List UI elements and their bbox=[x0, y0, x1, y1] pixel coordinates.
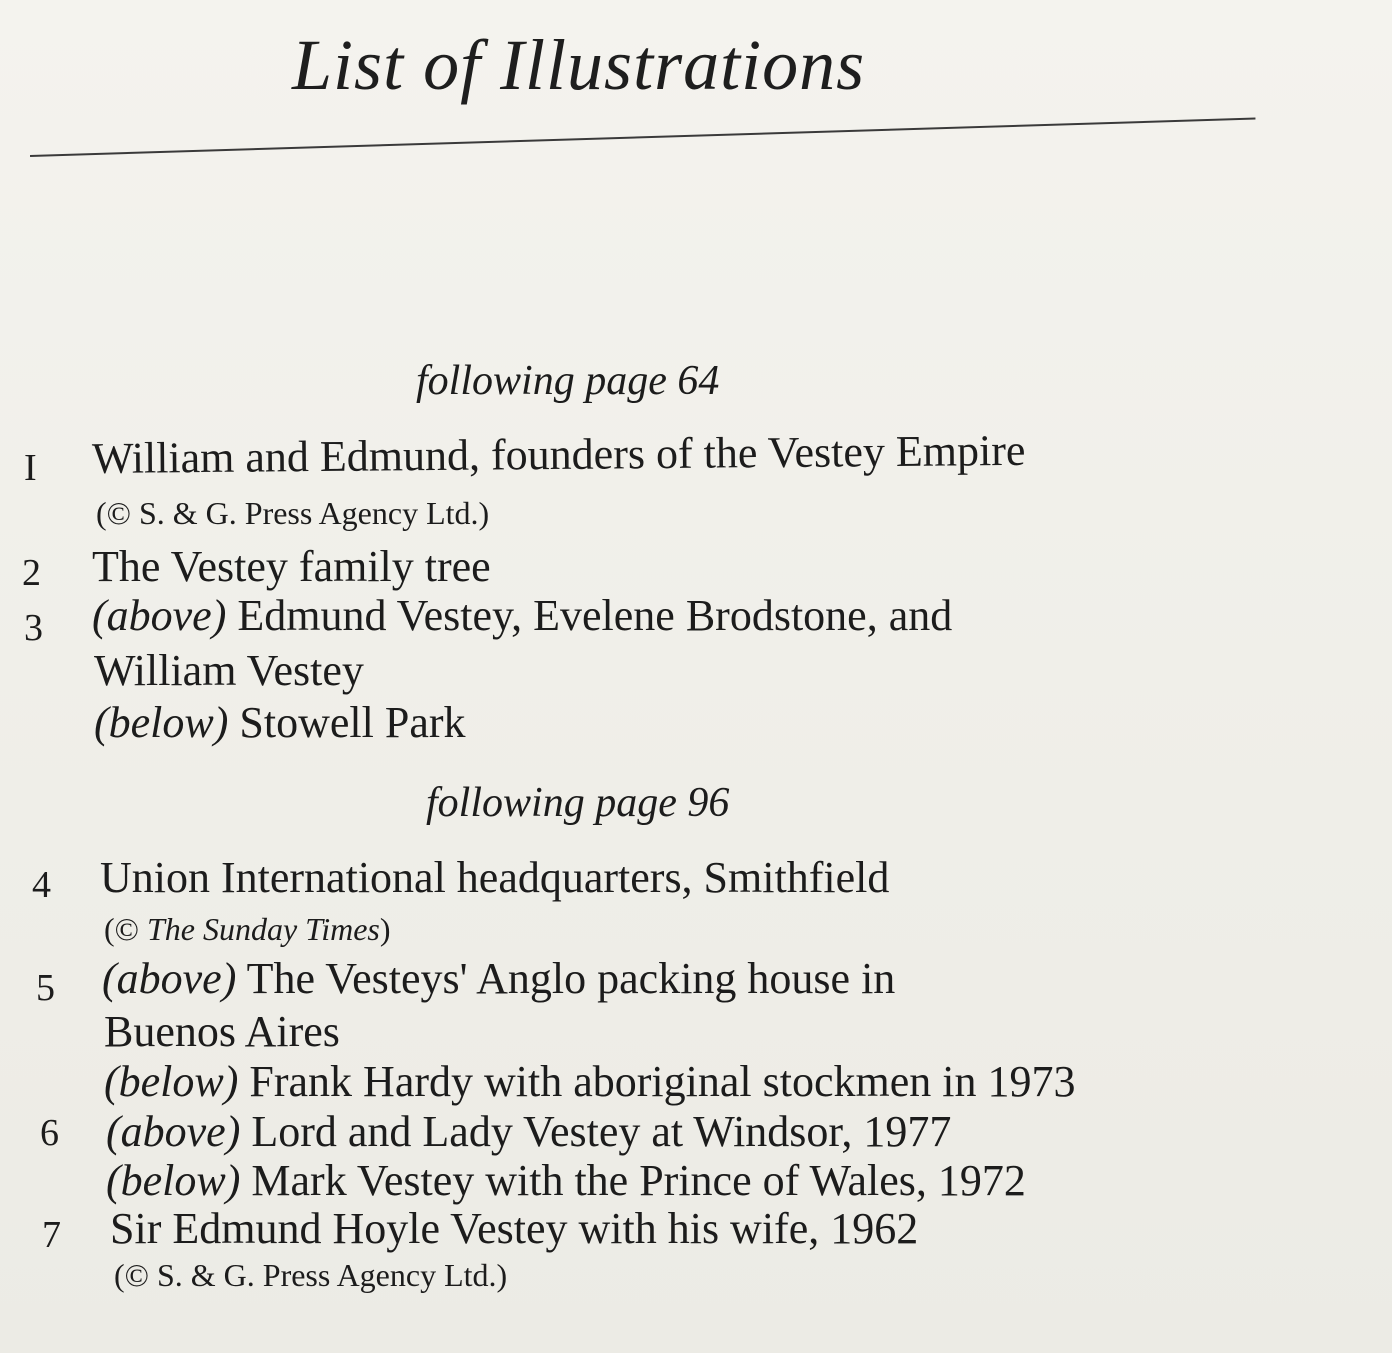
entry-5-caption-continued: Buenos Aires bbox=[104, 1007, 340, 1056]
entry-3-caption-continued: William Vestey bbox=[94, 646, 364, 695]
entry-4-caption: Union International headquarters, Smithfield bbox=[100, 853, 890, 902]
caption-text: Frank Hardy with aboriginal stockmen in 1973 bbox=[249, 1057, 1076, 1106]
entry-5-caption-below bbox=[104, 1056, 1075, 1109]
caption-text: Mark Vestey with the Prince of Wales, 1972 bbox=[251, 1156, 1026, 1205]
entry-number: 4 bbox=[32, 864, 51, 906]
entry-3-caption-above bbox=[92, 590, 952, 643]
section-heading-page-96: following page 96 bbox=[426, 780, 730, 826]
caption-text: Lord and Lady Vestey at Windsor, 1977 bbox=[251, 1107, 952, 1156]
qualifier-above: (above) bbox=[92, 591, 227, 640]
caption-text: Stowell Park bbox=[239, 698, 466, 747]
entry-4-credit bbox=[104, 910, 391, 948]
entry-number: I bbox=[24, 447, 37, 489]
entry-6-caption-below bbox=[106, 1155, 1026, 1208]
entry-number: 2 bbox=[22, 552, 41, 594]
entry-7-caption: Sir Edmund Hoyle Vestey with his wife, 1962 bbox=[110, 1204, 919, 1253]
credit-suffix: ) bbox=[379, 911, 391, 947]
entry-3-caption-below bbox=[94, 697, 466, 750]
page-title: List of Illustrations bbox=[292, 25, 866, 105]
caption-text: Edmund Vestey, Evelene Brodstone, and bbox=[237, 591, 953, 640]
qualifier-below: (below) bbox=[94, 698, 229, 747]
qualifier-below: (below) bbox=[104, 1057, 239, 1106]
title-divider bbox=[30, 118, 1255, 157]
entry-2-caption: The Vestey family tree bbox=[92, 542, 491, 591]
entry-number: 6 bbox=[40, 1112, 59, 1154]
entry-number: 7 bbox=[42, 1214, 61, 1256]
entry-1-credit: (© S. & G. Press Agency Ltd.) bbox=[96, 495, 490, 531]
entry-1-caption: William and Edmund, founders of the Vestey Empire bbox=[91, 425, 1026, 483]
entry-6-caption-above bbox=[106, 1106, 951, 1159]
entry-5-caption-above bbox=[102, 953, 895, 1006]
section-heading-page-64: following page 64 bbox=[416, 358, 720, 404]
credit-prefix: (© bbox=[104, 911, 139, 947]
credit-publication: The Sunday Times bbox=[146, 911, 380, 947]
qualifier-below: (below) bbox=[106, 1156, 241, 1205]
caption-text: The Vesteys' Anglo packing house in bbox=[246, 954, 896, 1003]
qualifier-above: (above) bbox=[102, 954, 237, 1003]
qualifier-above: (above) bbox=[106, 1107, 241, 1156]
entry-number: 3 bbox=[24, 607, 43, 649]
entry-7-credit: (© S. & G. Press Agency Ltd.) bbox=[114, 1257, 508, 1293]
entry-number: 5 bbox=[36, 967, 55, 1009]
